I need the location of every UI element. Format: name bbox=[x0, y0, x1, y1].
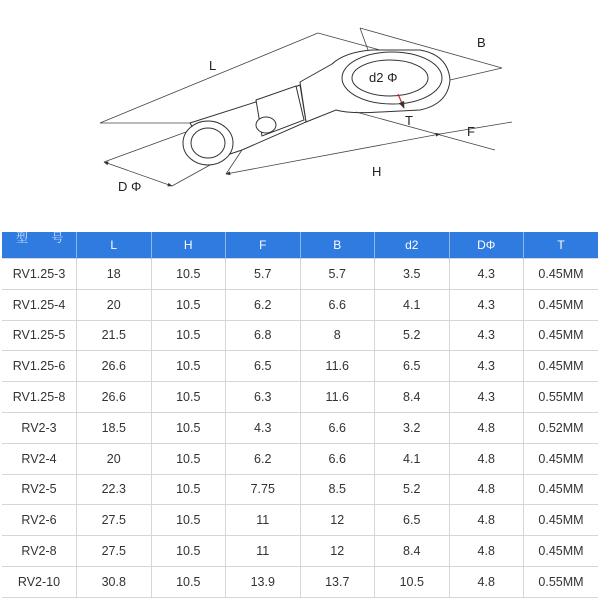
table-cell: 12 bbox=[300, 536, 375, 567]
table-cell: 26.6 bbox=[77, 351, 152, 382]
barrel-slot bbox=[256, 117, 276, 133]
table-cell: 22.3 bbox=[77, 474, 152, 505]
label-F: F bbox=[467, 124, 475, 139]
table-cell: 4.8 bbox=[449, 443, 524, 474]
table-cell: 0.45MM bbox=[524, 443, 599, 474]
table-cell: 4.3 bbox=[449, 320, 524, 351]
table-cell: 27.5 bbox=[77, 505, 152, 536]
label-D: D Φ bbox=[118, 179, 142, 194]
model-cell: RV1.25-3 bbox=[2, 259, 77, 290]
table-cell: 4.3 bbox=[449, 259, 524, 290]
table-cell: 10.5 bbox=[375, 566, 450, 597]
table-cell: 5.2 bbox=[375, 474, 450, 505]
table-cell: 13.7 bbox=[300, 566, 375, 597]
table-row bbox=[2, 412, 598, 443]
table-cell: 0.55MM bbox=[524, 382, 599, 413]
table-cell: 3.2 bbox=[375, 412, 450, 443]
table-row bbox=[2, 382, 598, 413]
table-row bbox=[2, 536, 598, 567]
table-cell: 10.5 bbox=[151, 412, 226, 443]
table-cell: 12 bbox=[300, 505, 375, 536]
table-cell: 4.3 bbox=[449, 382, 524, 413]
table-cell: 4.8 bbox=[449, 505, 524, 536]
table-body bbox=[2, 259, 598, 598]
table-header-row bbox=[2, 232, 598, 259]
table-cell: 4.3 bbox=[449, 289, 524, 320]
table-cell: 4.8 bbox=[449, 566, 524, 597]
table-cell: 7.75 bbox=[226, 474, 301, 505]
table-cell: 8.4 bbox=[375, 536, 450, 567]
table-cell: 10.5 bbox=[151, 289, 226, 320]
table-cell: 13.9 bbox=[226, 566, 301, 597]
table-cell: 11.6 bbox=[300, 351, 375, 382]
table-cell: 5.7 bbox=[226, 259, 301, 290]
column-header-model: 型 号 bbox=[2, 232, 77, 259]
table-cell: 6.2 bbox=[226, 443, 301, 474]
table-cell: 10.5 bbox=[151, 382, 226, 413]
table-row bbox=[2, 259, 598, 290]
table-cell: 20 bbox=[77, 289, 152, 320]
table-cell: 10.5 bbox=[151, 474, 226, 505]
table-cell: 5.7 bbox=[300, 259, 375, 290]
table-cell: 6.5 bbox=[375, 505, 450, 536]
table-cell: 0.45MM bbox=[524, 474, 599, 505]
model-cell: RV2-8 bbox=[2, 536, 77, 567]
table-cell: 27.5 bbox=[77, 536, 152, 567]
table-row bbox=[2, 505, 598, 536]
model-cell: RV2-4 bbox=[2, 443, 77, 474]
table-cell: 4.1 bbox=[375, 289, 450, 320]
label-B: B bbox=[477, 35, 486, 50]
label-d2: d2 Φ bbox=[369, 70, 398, 85]
table-cell: 10.5 bbox=[151, 505, 226, 536]
model-cell: RV2-10 bbox=[2, 566, 77, 597]
table-cell: 18.5 bbox=[77, 412, 152, 443]
table-cell: 0.55MM bbox=[524, 566, 599, 597]
table-cell: 26.6 bbox=[77, 382, 152, 413]
column-header-D: DΦ bbox=[449, 232, 524, 259]
table-cell: 0.52MM bbox=[524, 412, 599, 443]
table-row bbox=[2, 474, 598, 505]
table-cell: 4.8 bbox=[449, 536, 524, 567]
column-header-d2: d2 bbox=[375, 232, 450, 259]
model-cell: RV1.25-8 bbox=[2, 382, 77, 413]
table-row bbox=[2, 320, 598, 351]
table-cell: 5.2 bbox=[375, 320, 450, 351]
table-cell: 20 bbox=[77, 443, 152, 474]
table-cell: 4.3 bbox=[226, 412, 301, 443]
table-cell: 0.45MM bbox=[524, 505, 599, 536]
table-cell: 6.3 bbox=[226, 382, 301, 413]
table-cell: 4.8 bbox=[449, 412, 524, 443]
spec-table bbox=[2, 232, 598, 598]
table-cell: 0.45MM bbox=[524, 259, 599, 290]
table-cell: 21.5 bbox=[77, 320, 152, 351]
table-cell: 10.5 bbox=[151, 443, 226, 474]
table-cell: 4.8 bbox=[449, 474, 524, 505]
column-header-B: B bbox=[300, 232, 375, 259]
model-cell: RV2-6 bbox=[2, 505, 77, 536]
table-cell: 6.6 bbox=[300, 412, 375, 443]
table-cell: 8.5 bbox=[300, 474, 375, 505]
table-cell: 6.2 bbox=[226, 289, 301, 320]
table-cell: 8.4 bbox=[375, 382, 450, 413]
model-cell: RV1.25-6 bbox=[2, 351, 77, 382]
table-cell: 10.5 bbox=[151, 259, 226, 290]
table-cell: 6.6 bbox=[300, 289, 375, 320]
column-header-H: H bbox=[151, 232, 226, 259]
table-cell: 18 bbox=[77, 259, 152, 290]
model-cell: RV2-5 bbox=[2, 474, 77, 505]
table-cell: 6.5 bbox=[375, 351, 450, 382]
table-cell: 10.5 bbox=[151, 351, 226, 382]
label-L: L bbox=[209, 58, 217, 73]
column-header-T: T bbox=[524, 232, 599, 259]
table-cell: 4.3 bbox=[449, 351, 524, 382]
terminal-drawing bbox=[183, 50, 450, 165]
table-cell: 10.5 bbox=[151, 320, 226, 351]
model-cell: RV2-3 bbox=[2, 412, 77, 443]
table-row bbox=[2, 566, 598, 597]
table-cell: 0.45MM bbox=[524, 289, 599, 320]
table-cell: 4.1 bbox=[375, 443, 450, 474]
table-cell: 6.5 bbox=[226, 351, 301, 382]
table-row bbox=[2, 351, 598, 382]
table-cell: 8 bbox=[300, 320, 375, 351]
table-row bbox=[2, 289, 598, 320]
column-header-F: F bbox=[226, 232, 301, 259]
table-cell: 3.5 bbox=[375, 259, 450, 290]
table-cell: 11.6 bbox=[300, 382, 375, 413]
table-cell: 30.8 bbox=[77, 566, 152, 597]
table-cell: 10.5 bbox=[151, 566, 226, 597]
table-row bbox=[2, 443, 598, 474]
table-cell: 0.45MM bbox=[524, 351, 599, 382]
table-cell: 0.45MM bbox=[524, 320, 599, 351]
model-cell: RV1.25-5 bbox=[2, 320, 77, 351]
model-cell: RV1.25-4 bbox=[2, 289, 77, 320]
label-T: T bbox=[405, 113, 413, 128]
table-cell: 10.5 bbox=[151, 536, 226, 567]
barrel-mouth-inner bbox=[191, 128, 225, 158]
table-cell: 6.6 bbox=[300, 443, 375, 474]
table-cell: 0.45MM bbox=[524, 536, 599, 567]
ring-terminal-diagram bbox=[0, 0, 600, 225]
column-header-L: L bbox=[77, 232, 152, 259]
table-cell: 11 bbox=[226, 536, 301, 567]
label-H: H bbox=[372, 164, 382, 179]
table-cell: 6.8 bbox=[226, 320, 301, 351]
table-cell: 11 bbox=[226, 505, 301, 536]
